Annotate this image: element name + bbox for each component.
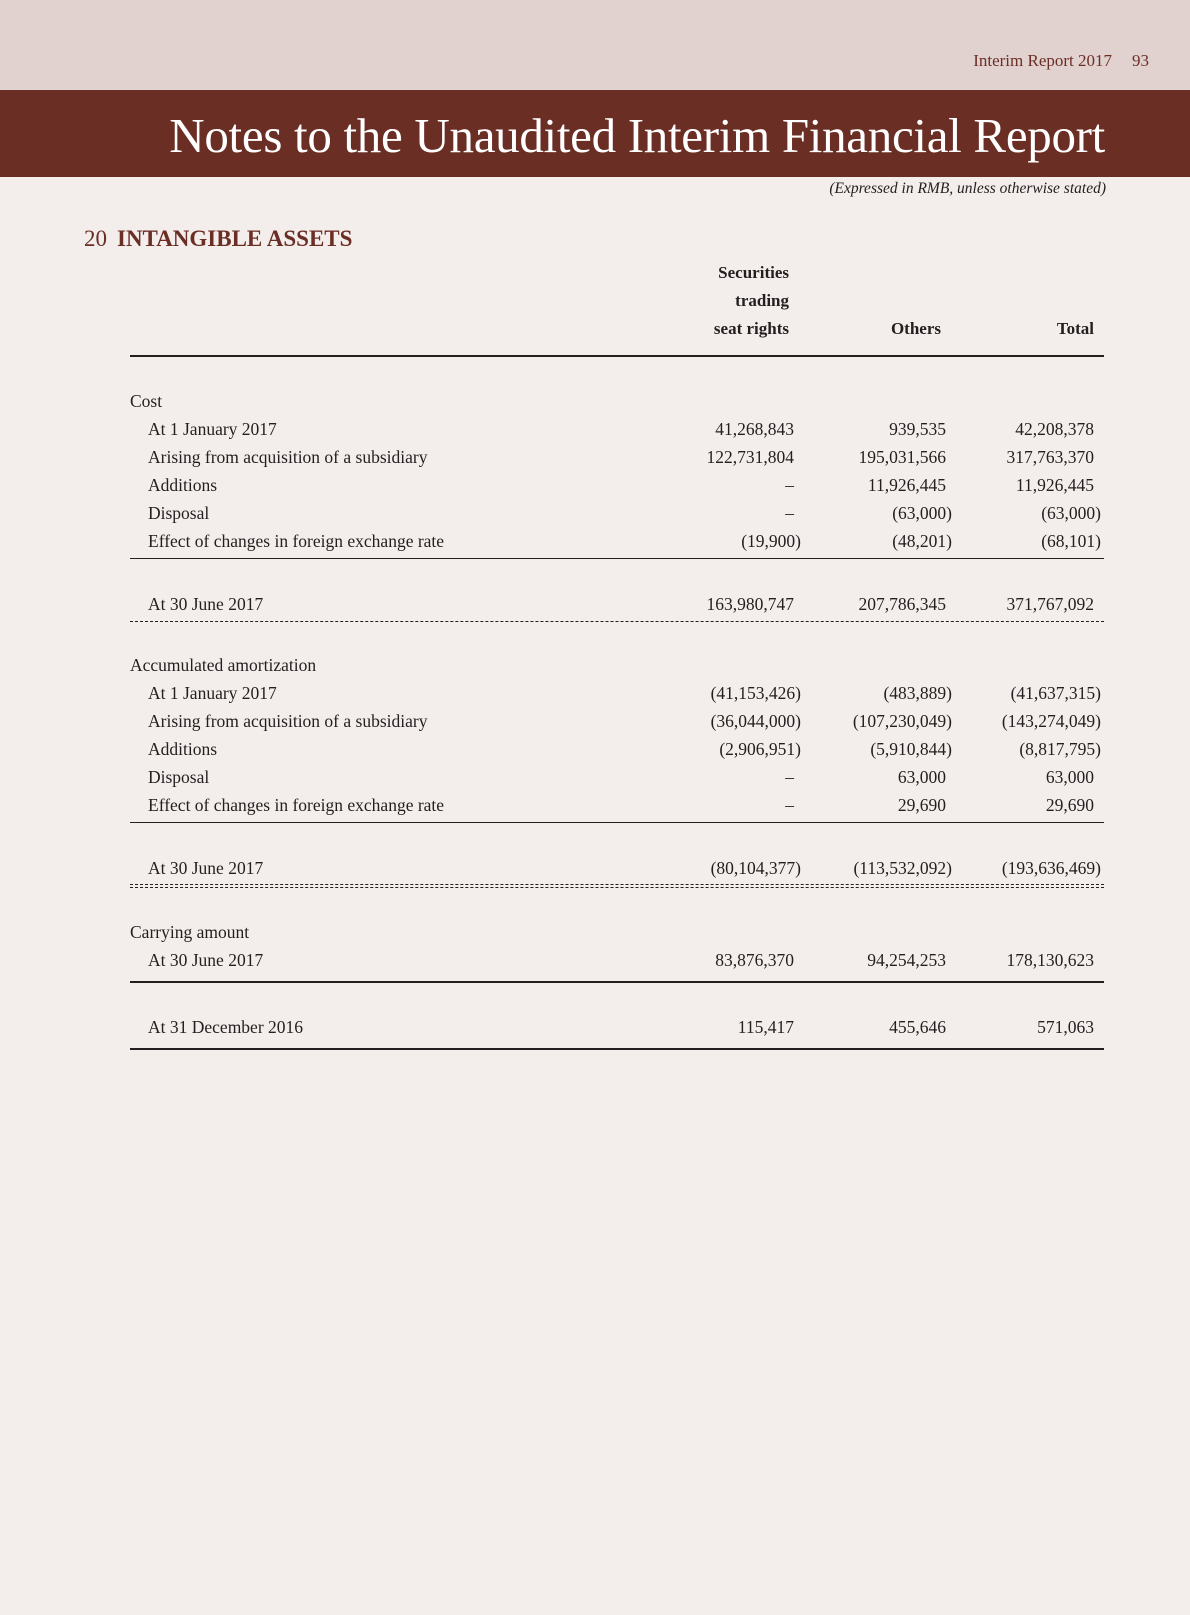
report-name: Interim Report 2017 <box>973 51 1112 70</box>
amortization-heading-row <box>0 655 1190 683</box>
subtotal-rule <box>130 558 1104 559</box>
cost-heading: Cost <box>130 391 163 411</box>
section-number: 20 <box>84 226 107 251</box>
table-row: Disposal – (63,000) (63,000) <box>148 503 1101 523</box>
table-row: At 1 January 2017 (41,153,426) (483,889) (41,637,315) <box>148 683 1101 703</box>
table-row: Effect of changes in foreign exchange rate (19,900) (48,201) (68,101) <box>148 531 1101 551</box>
title-bar <box>0 90 1190 177</box>
column-header-others: Others <box>890 319 941 338</box>
cost-total-row: At 30 June 2017 163,980,747 207,786,345 371,767,092 <box>148 594 1094 614</box>
amortization-heading: Accumulated amortization <box>130 655 317 675</box>
cost-heading-row <box>0 391 1190 419</box>
total-rule <box>130 884 1104 885</box>
subtotal-rule <box>130 822 1104 823</box>
carrying-heading: Carrying amount <box>130 922 250 942</box>
section-title: INTANGIBLE ASSETS <box>117 226 353 251</box>
carrying-rule <box>130 1048 1104 1050</box>
running-header <box>973 51 1149 71</box>
carrying-heading-row <box>0 922 1190 950</box>
table-row: Additions (2,906,951) (5,910,844) (8,817,795) <box>148 739 1101 759</box>
table-row: Arising from acquisition of a subsidiary 122,731,804 195,031,566 317,763,370 <box>148 447 1094 467</box>
header-rule <box>130 355 1104 357</box>
total-rule <box>130 621 1104 622</box>
carrying-rule <box>130 981 1104 983</box>
amortization-total-row: At 30 June 2017 (80,104,377) (113,532,092) (193,636,469) <box>148 858 1101 878</box>
column-header-seat-rights: Securities trading seat rights <box>713 263 789 338</box>
column-header-total: Total <box>1056 319 1094 338</box>
table-row: Additions – 11,926,445 11,926,445 <box>148 475 1094 495</box>
table-row: Disposal – 63,000 63,000 <box>148 767 1094 787</box>
table-row: At 1 January 2017 41,268,843 939,535 42,208,378 <box>148 419 1094 439</box>
top-band <box>0 0 1190 90</box>
currency-note: (Expressed in RMB, unless otherwise stated) <box>829 180 1106 197</box>
carrying-june-row: At 30 June 2017 83,876,370 94,254,253 178,130,623 <box>148 950 1094 970</box>
table-row: Arising from acquisition of a subsidiary (36,044,000) (107,230,049) (143,274,049) <box>148 711 1101 731</box>
page-title: Notes to the Unaudited Interim Financial Report <box>169 108 1105 163</box>
total-rule <box>130 887 1104 888</box>
table-row: Effect of changes in foreign exchange rate – 29,690 29,690 <box>148 795 1094 815</box>
carrying-december-row: At 31 December 2016 115,417 455,646 571,063 <box>148 1017 1094 1037</box>
page-number: 93 <box>1132 51 1149 70</box>
section-heading <box>84 226 352 252</box>
